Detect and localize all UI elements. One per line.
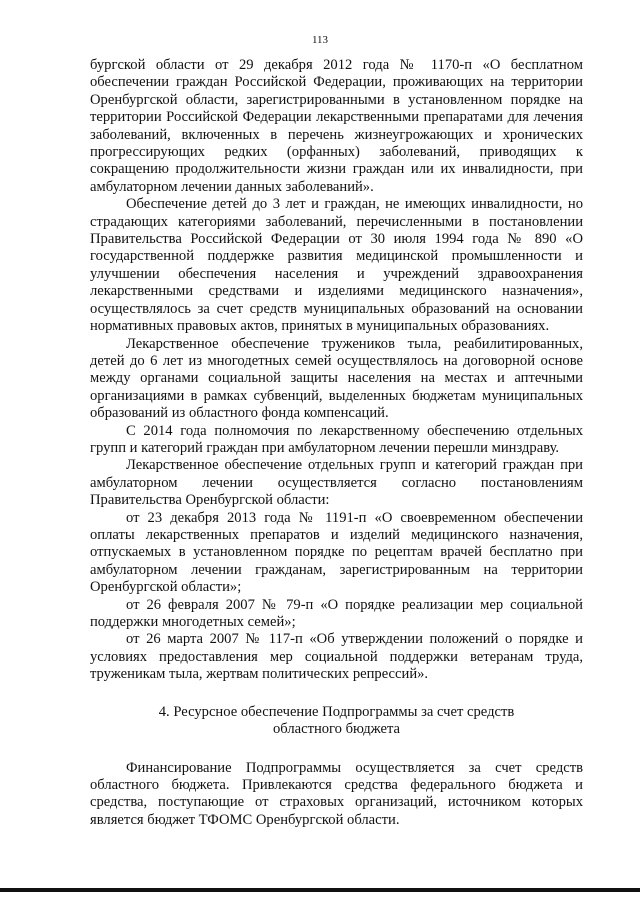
paragraph-4: С 2014 года полномочия по лекарственному обеспечению отдельных групп и категорий граждан при амбулаторном лечении перешли минздраву. (90, 422, 583, 456)
document-body (90, 57, 583, 829)
section-heading-line-1: 4. Ресурсное обеспечение Подпрограммы за счет средств (158, 703, 515, 720)
paragraph-2: Обеспечение детей до 3 лет и граждан, не имеющих инвалидности, но страдающих категориями заболеваний, перечисленными в постановлении Правительства Российской Федерации от 30 июля 1994 года № 890 «О государственной поддержке развития медицинской промышленности и улучшении обеспечения населения и учреждений здравоохранения лекарственными средствами и изделиями медицинского назначения», осуществлялось за счет средств муниципальных образований на основании нормативных правовых актов, принятых в муниципальных образованиях. (90, 196, 583, 335)
bottom-rule (0, 888, 640, 892)
paragraph-6: от 23 декабря 2013 года № 1191-п «О своевременном обеспечении оплаты лекарственных препаратов и изделий медицинского назначения, отпускаемых в установленном порядке по рецептам врачей бесплатно при амбулаторном лечении гражданам, зарегистрированным на территории Оренбургской области»; (90, 509, 583, 596)
page-number: 113 (311, 34, 329, 46)
paragraph-7: от 26 февраля 2007 № 79-п «О порядке реализации мер социальной поддержки многодетных семей»; (90, 596, 583, 630)
paragraph-5: Лекарственное обеспечение отдельных групп и категорий граждан при амбулаторном лечении осуществляется согласно постановлениям Правительства Оренбургской области: (90, 457, 583, 509)
paragraph-1: бургской области от 29 декабря 2012 года № 1170-п «О бесплатном обеспечении граждан Российской Федерации, проживающих на территории Оренбургской области, зарегистрированными в установленном порядке на территории Российской Федерации лекарственными препаратами для лечения заболеваний, включенных в перечень жизнеугрожающих и хронических прогрессирующих редких (орфанных) заболеваний, приводящих к сокращению продолжительности жизни граждан или их инвалидности, при амбулаторном лечении данных заболеваний». (90, 57, 583, 195)
section-heading-line-2: областного бюджета (272, 721, 401, 738)
paragraph-3: Лекарственное обеспечение тружеников тыла, реабилитированных, детей до 6 лет из многодетных семей осуществлялось на договорной основе между органами социальной защиты населения на местах и аптечными организациями в рамках субвенций, выделенных бюджетам муниципальных образований из областного фонда компенсаций. (90, 335, 583, 422)
section-heading (90, 704, 583, 739)
closing-paragraph: Финансирование Подпрограммы осуществляется за счет средств областного бюджета. Привлекаются средства федерального бюджета и средства, поступающие от страховых организаций, источником которых является бюджет ТФОМС Оренбургской области. (90, 759, 583, 828)
paragraph-8: от 26 марта 2007 № 117-п «Об утверждении положений о порядке и условиях предоставления мер социальной поддержки ветеранам труда, труженикам тыла, жертвам политических репрессий». (90, 631, 583, 683)
